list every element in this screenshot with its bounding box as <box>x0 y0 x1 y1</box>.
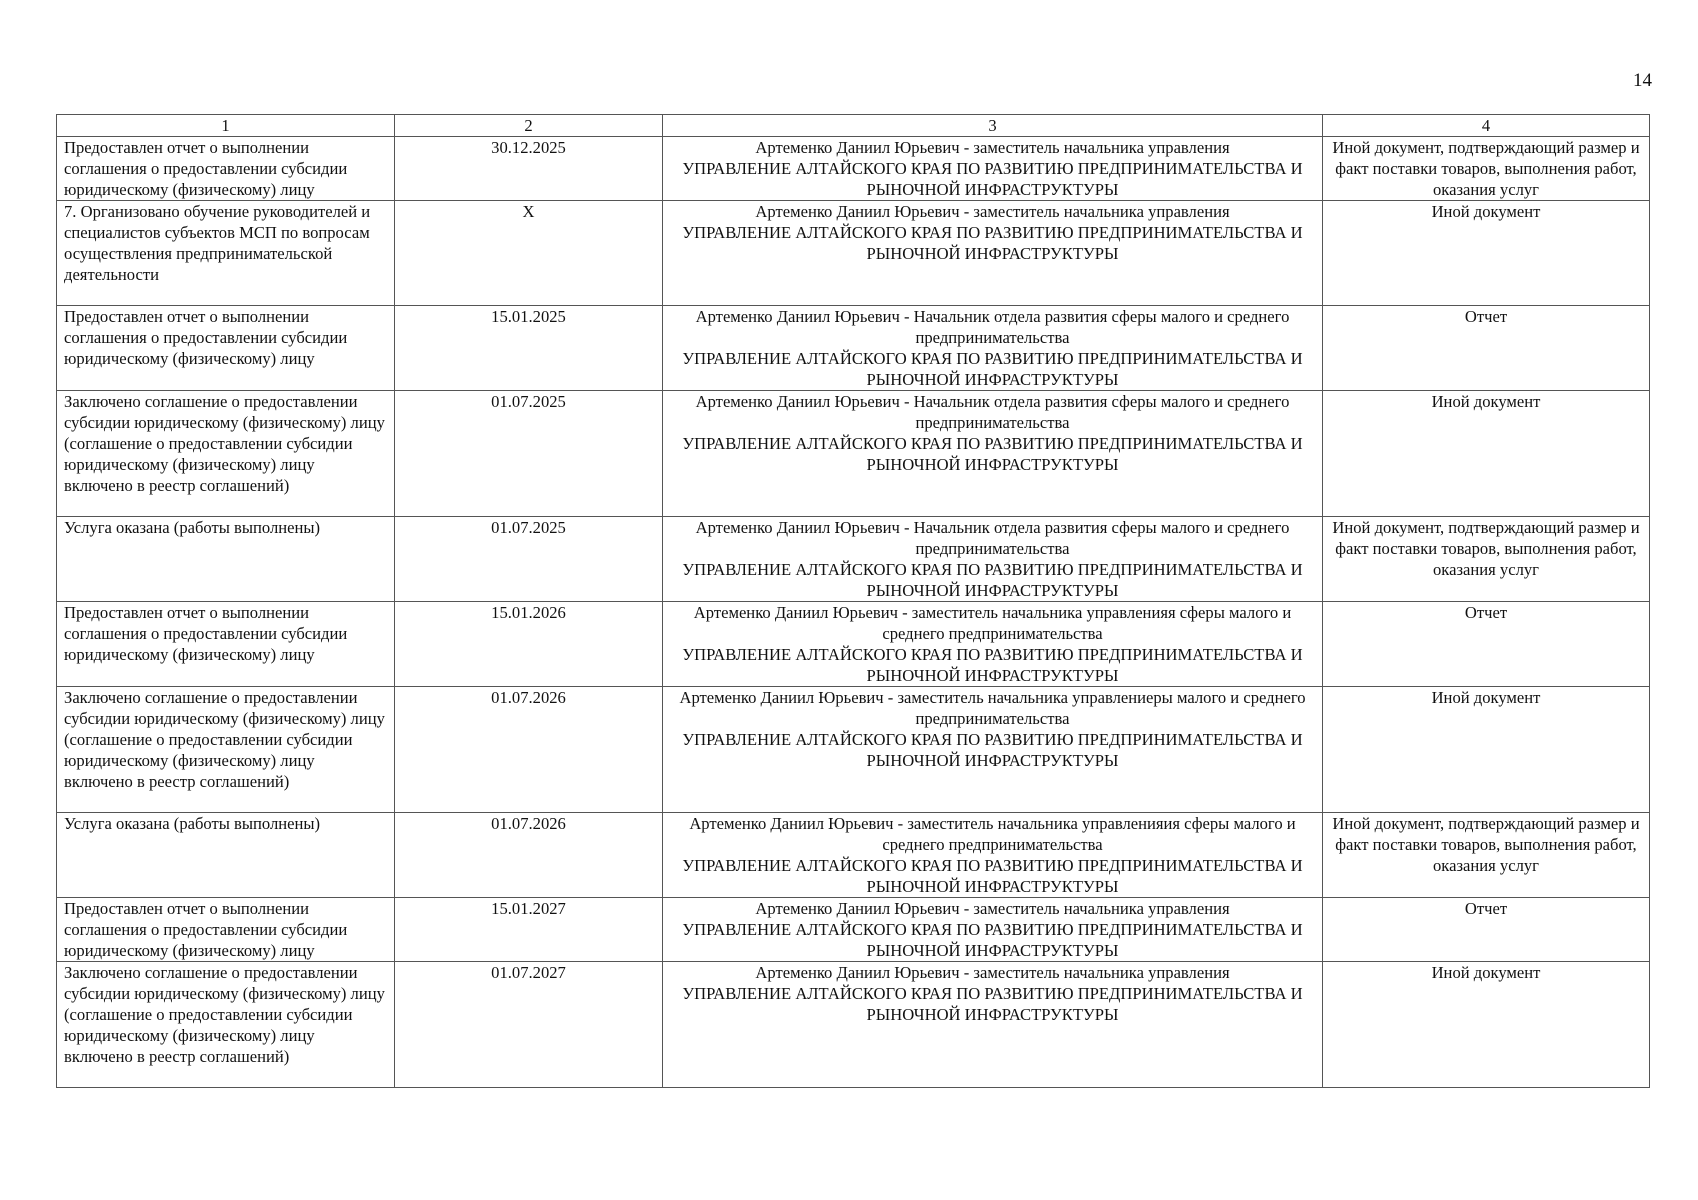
event-cell: Предоставлен отчет о выполнении соглашения о предоставлении субсидии юридическому (физическому) лицу <box>57 306 395 391</box>
responsible-cell <box>663 813 1323 898</box>
table-row <box>57 137 1650 201</box>
responsible-person: Артеменко Даниил Юрьевич - Начальник отдела развития сферы малого и среднего предпринимательства <box>695 392 1290 432</box>
responsible-person: Артеменко Даниил Юрьевич - заместитель начальника управления <box>755 202 1230 221</box>
responsible-cell <box>663 898 1323 962</box>
date-cell: 01.07.2025 <box>395 517 663 602</box>
responsible-person: Артеменко Даниил Юрьевич - заместитель начальника управлениеры малого и среднего предпринимательства <box>679 688 1306 728</box>
responsible-person: Артеменко Даниил Юрьевич - Начальник отдела развития сферы малого и среднего предпринимательства <box>695 518 1290 558</box>
responsible-person: Артеменко Даниил Юрьевич - заместитель начальника управления <box>755 138 1230 157</box>
document-cell: Иной документ, подтверждающий размер и факт поставки товаров, выполнения работ, оказания услуг <box>1323 517 1650 602</box>
table-row <box>57 201 1650 306</box>
table-row <box>57 687 1650 813</box>
responsible-cell <box>663 306 1323 391</box>
document-cell: Отчет <box>1323 306 1650 391</box>
responsible-organization: УПРАВЛЕНИЕ АЛТАЙСКОГО КРАЯ ПО РАЗВИТИЮ ПРЕДПРИНИМАТЕЛЬСТВА И РЫНОЧНОЙ ИНФРАСТРУКТУРЫ <box>682 223 1303 263</box>
event-cell: 7. Организовано обучение руководителей и специалистов субъектов МСП по вопросам осуществления предпринимательской деятельности <box>57 201 395 306</box>
responsible-person: Артеменко Даниил Юрьевич - Начальник отдела развития сферы малого и среднего предпринимательства <box>695 307 1290 347</box>
responsible-organization: УПРАВЛЕНИЕ АЛТАЙСКОГО КРАЯ ПО РАЗВИТИЮ ПРЕДПРИНИМАТЕЛЬСТВА И РЫНОЧНОЙ ИНФРАСТРУКТУРЫ <box>682 856 1303 896</box>
responsible-organization: УПРАВЛЕНИЕ АЛТАЙСКОГО КРАЯ ПО РАЗВИТИЮ ПРЕДПРИНИМАТЕЛЬСТВА И РЫНОЧНОЙ ИНФРАСТРУКТУРЫ <box>682 560 1303 600</box>
table-body <box>57 137 1650 1088</box>
responsible-organization: УПРАВЛЕНИЕ АЛТАЙСКОГО КРАЯ ПО РАЗВИТИЮ ПРЕДПРИНИМАТЕЛЬСТВА И РЫНОЧНОЙ ИНФРАСТРУКТУРЫ <box>682 349 1303 389</box>
table-row <box>57 813 1650 898</box>
responsible-cell <box>663 602 1323 687</box>
event-cell: Заключено соглашение о предоставлении субсидии юридическому (физическому) лицу (соглашение о предоставлении субсидии юридическому (физическому) лицу включено в реестр соглашений) <box>57 962 395 1088</box>
event-cell: Предоставлен отчет о выполнении соглашения о предоставлении субсидии юридическому (физическому) лицу <box>57 137 395 201</box>
table-row <box>57 306 1650 391</box>
page-number: 14 <box>1633 70 1652 91</box>
column-header-1: 1 <box>57 115 395 137</box>
event-cell: Услуга оказана (работы выполнены) <box>57 813 395 898</box>
table-row <box>57 898 1650 962</box>
responsible-cell <box>663 687 1323 813</box>
table-row <box>57 391 1650 517</box>
responsible-person: Артеменко Даниил Юрьевич - заместитель начальника управленияя сферы малого и среднего предпринимательства <box>693 603 1292 643</box>
event-cell: Услуга оказана (работы выполнены) <box>57 517 395 602</box>
event-cell: Предоставлен отчет о выполнении соглашения о предоставлении субсидии юридическому (физическому) лицу <box>57 602 395 687</box>
column-header-2: 2 <box>395 115 663 137</box>
date-cell: 01.07.2027 <box>395 962 663 1088</box>
document-cell: Отчет <box>1323 602 1650 687</box>
event-cell: Предоставлен отчет о выполнении соглашения о предоставлении субсидии юридическому (физическому) лицу <box>57 898 395 962</box>
responsible-organization: УПРАВЛЕНИЕ АЛТАЙСКОГО КРАЯ ПО РАЗВИТИЮ ПРЕДПРИНИМАТЕЛЬСТВА И РЫНОЧНОЙ ИНФРАСТРУКТУРЫ <box>682 434 1303 474</box>
date-cell: 01.07.2025 <box>395 391 663 517</box>
table-row <box>57 517 1650 602</box>
responsible-person: Артеменко Даниил Юрьевич - заместитель начальника управления <box>755 963 1230 982</box>
document-cell: Иной документ <box>1323 201 1650 306</box>
document-cell: Иной документ <box>1323 962 1650 1088</box>
date-cell: 30.12.2025 <box>395 137 663 201</box>
date-cell: 15.01.2025 <box>395 306 663 391</box>
responsible-organization: УПРАВЛЕНИЕ АЛТАЙСКОГО КРАЯ ПО РАЗВИТИЮ ПРЕДПРИНИМАТЕЛЬСТВА И РЫНОЧНОЙ ИНФРАСТРУКТУРЫ <box>682 645 1303 685</box>
responsible-person: Артеменко Даниил Юрьевич - заместитель начальника управления <box>755 899 1230 918</box>
date-cell: 15.01.2026 <box>395 602 663 687</box>
responsible-organization: УПРАВЛЕНИЕ АЛТАЙСКОГО КРАЯ ПО РАЗВИТИЮ ПРЕДПРИНИМАТЕЛЬСТВА И РЫНОЧНОЙ ИНФРАСТРУКТУРЫ <box>682 730 1303 770</box>
table-row <box>57 602 1650 687</box>
table-row <box>57 962 1650 1088</box>
event-cell: Заключено соглашение о предоставлении субсидии юридическому (физическому) лицу (соглашение о предоставлении субсидии юридическому (физическому) лицу включено в реестр соглашений) <box>57 687 395 813</box>
event-cell: Заключено соглашение о предоставлении субсидии юридическому (физическому) лицу (соглашение о предоставлении субсидии юридическому (физическому) лицу включено в реестр соглашений) <box>57 391 395 517</box>
responsible-cell <box>663 962 1323 1088</box>
responsible-cell <box>663 137 1323 201</box>
responsible-cell <box>663 391 1323 517</box>
responsible-organization: УПРАВЛЕНИЕ АЛТАЙСКОГО КРАЯ ПО РАЗВИТИЮ ПРЕДПРИНИМАТЕЛЬСТВА И РЫНОЧНОЙ ИНФРАСТРУКТУРЫ <box>682 159 1303 199</box>
responsible-person: Артеменко Даниил Юрьевич - заместитель начальника управленияия сферы малого и среднего предпринимательства <box>689 814 1296 854</box>
document-cell: Отчет <box>1323 898 1650 962</box>
date-cell: 15.01.2027 <box>395 898 663 962</box>
column-header-4: 4 <box>1323 115 1650 137</box>
responsible-cell <box>663 201 1323 306</box>
responsible-organization: УПРАВЛЕНИЕ АЛТАЙСКОГО КРАЯ ПО РАЗВИТИЮ ПРЕДПРИНИМАТЕЛЬСТВА И РЫНОЧНОЙ ИНФРАСТРУКТУРЫ <box>682 984 1303 1024</box>
responsible-cell <box>663 517 1323 602</box>
date-cell: X <box>395 201 663 306</box>
column-header-3: 3 <box>663 115 1323 137</box>
responsible-organization: УПРАВЛЕНИЕ АЛТАЙСКОГО КРАЯ ПО РАЗВИТИЮ ПРЕДПРИНИМАТЕЛЬСТВА И РЫНОЧНОЙ ИНФРАСТРУКТУРЫ <box>682 920 1303 960</box>
table-header-row <box>57 115 1650 137</box>
document-cell: Иной документ, подтверждающий размер и факт поставки товаров, выполнения работ, оказания услуг <box>1323 137 1650 201</box>
date-cell: 01.07.2026 <box>395 813 663 898</box>
control-points-table <box>56 114 1650 1088</box>
document-cell: Иной документ, подтверждающий размер и факт поставки товаров, выполнения работ, оказания услуг <box>1323 813 1650 898</box>
document-cell: Иной документ <box>1323 391 1650 517</box>
date-cell: 01.07.2026 <box>395 687 663 813</box>
document-cell: Иной документ <box>1323 687 1650 813</box>
